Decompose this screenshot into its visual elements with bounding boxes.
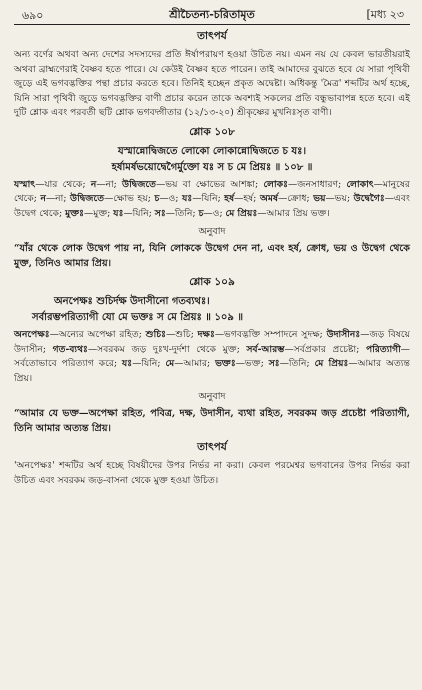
word-meaning: হর্ষ xyxy=(243,193,254,204)
word-meanings: অনপেক্ষঃ—অন্যের অপেক্ষা রহিত; শুচিঃ—শুচি; দক্ষঃ—ভগবদ্ভক্তি সম্পাদনে সুদক্ষ; উদাসীনঃ—জড় বিষয়ে উদাসীন; গত-ব্যথঃ—সবরকম জড় দুঃখ-দুর্দশা থেকে মুক্ত; সর্ব-আরম্ভ—সর্বপ্রকার প্রচেষ্টা; পরিত্যাগী—সর্বতোভাবে পরিত্যাগ করে; যঃ—যিনি; মে—আমার; ভক্তঃ—ভক্ত; সঃ—তিনি; মে প্রিয়ঃ—আমার অত্যন্ত প্রিয়। xyxy=(14,329,410,384)
sanskrit-word: যঃ xyxy=(113,207,124,219)
word-meaning: অন্যের অপেক্ষা রহিত xyxy=(58,329,139,340)
word-meaning: সর্বতোভাবে পরিত্যাগ করে xyxy=(14,358,114,369)
sanskrit-word: সঃ xyxy=(154,207,166,219)
sanskrit-word: ভয় xyxy=(313,193,326,204)
sanskrit-word: ন xyxy=(40,193,46,204)
sanskrit-word: দক্ষঃ xyxy=(197,329,215,340)
word-meaning: ভয় xyxy=(334,193,347,204)
verse-line: সর্বারম্ভপরিত্যাগী যো মে ভক্তঃ স মে প্রিয়ঃ ॥ ১০৯ ॥ xyxy=(32,312,244,323)
word-meaning: তিনি xyxy=(288,358,307,369)
sanskrit-word: মে প্রিয়ঃ xyxy=(225,207,258,219)
verse-line: অনপেক্ষঃ শুচির্দক্ষ উদাসীনো গতব্যথঃ। xyxy=(54,296,210,307)
verse-line: যস্মান্নোদ্বিজতে লোকো লোকান্নোদ্বিজতে চ যঃ। xyxy=(117,145,307,157)
word-meaning: সবরকম জড় দুঃখ-দুর্দশা থেকে মুক্ত xyxy=(97,343,237,355)
sanskrit-word: উদাসীনঃ xyxy=(326,329,361,340)
sanskrit-word: মে xyxy=(165,358,175,369)
word-meaning: যিনি xyxy=(141,358,158,369)
sanskrit-word: উদ্বিজতে xyxy=(70,193,105,204)
sanskrit-word: ন xyxy=(90,178,97,190)
word-meaning: জনসাধারণ xyxy=(297,178,339,190)
chapter-label: [মধ্য ২৩ xyxy=(366,8,404,21)
word-meaning: ভগবদ্ভক্তি সম্পাদনে সুদক্ষ xyxy=(224,329,320,340)
word-meaning: তিনি xyxy=(174,207,193,219)
word-meaning: আমার অত্যন্ত প্রিয় xyxy=(14,358,410,384)
verse-heading: শ্লোক ১০৮ xyxy=(189,125,235,138)
sanskrit-word: যঃ xyxy=(121,358,133,369)
word-meanings: যস্মাৎ—যার থেকে; ন—না; উদ্বিজতে—ভয় বা ক্ষোভের আশঙ্কা; লোকঃ—জনসাধারণ; লোকাৎ—মানুষের থেকে; ন—না; উদ্বিজতে—ক্ষোভ হয়; চ—ও; যঃ—যিনি; হর্ষ—হর্ষ; অমর্ষ—ক্রোধ; ভয়—ভয়; উদ্বেগৈঃ—এবং উদ্বেগ থেকে; মুক্তঃ—মুক্ত; যঃ—যিনি; সঃ—তিনি; চ—ও; মে প্রিয়ঃ—আমার প্রিয় ভক্ত। xyxy=(14,178,410,219)
word-meaning: ও xyxy=(168,193,176,204)
translation-text: “আমার যে ভক্ত—অপেক্ষা রহিত, পবিত্র, দক্ষ, উদাসীন, ব্যথা রহিত, সবরকম জড় প্রচেষ্টা পরিত্যাগী, তিনি আমার অত্যন্ত প্রিয়। xyxy=(14,408,410,434)
verse-heading: শ্লোক ১০৯ xyxy=(189,276,235,288)
word-meaning: যিনি xyxy=(132,207,149,219)
translation-text: “যাঁর থেকে লোক উদ্বেগ পায় না, যিনি লোককে উদ্বেগ দেন না, এবং হর্ষ, ক্রোধ, ভয় ও উদ্বেগ থেকে মুক্ত, তিনিও আমার প্রিয়। xyxy=(14,243,410,269)
sanskrit-word: শুচিঃ xyxy=(145,329,167,340)
sanskrit-word: হর্ষ xyxy=(224,193,235,204)
sanskrit-word: চ xyxy=(154,193,160,204)
translation-heading: অনুবাদ xyxy=(198,226,226,237)
sanskrit-word: যস্মাৎ xyxy=(14,178,36,190)
word-meaning: এবং উদ্বেগ থেকে xyxy=(14,193,410,219)
page-header xyxy=(14,0,410,24)
sanskrit-word: যঃ xyxy=(182,193,193,204)
sanskrit-word: ভক্তঃ xyxy=(215,358,236,369)
page-number: ৬৯০ xyxy=(22,9,44,22)
translation-heading: অনুবাদ xyxy=(198,391,226,402)
word-meaning: ক্রোধ xyxy=(287,193,307,204)
purport-text: অন্য বর্ণের অথবা অন্য দেশের সদস্যদের প্রতি ঈর্ষাপরায়ণ হওয়া উচিত নয়। এমন নয় যে কেবল ভারতীয়রাই অথবা ব্রাহ্মণেরাই বৈষ্ণব হতে পারে। যে কেউই বৈষ্ণব হতে পারেন। তাই আমাদের বুঝতে হবে যে সারা পৃথিবী জুড়ে এই ভগবদ্ভক্তির পন্থা প্রচার করতে হবে। তিনিই হচ্ছেন প্রকৃত অদ্বেষ্টা। অধিকন্তু 'মৈত্র' শব্দটির অর্থ হচ্ছে, যিনি সারা পৃথিবী জুড়ে ভগবদ্ভক্তির বাণী প্রচার করেন তাকে অবশ্যই সকলের প্রতি বন্ধুভাবাপন্ন হতে হবে। এই দুটি শ্লোক এবং পরবর্তী ছটি শ্লোক ভগবদ্গীতার (১২/১৩-২০) শ্রীকৃষ্ণের মুখনিঃসৃত বাণী। xyxy=(14,49,410,118)
sanskrit-word: লোকঃ xyxy=(263,178,289,190)
purport-heading: তাৎপর্য xyxy=(197,30,227,42)
sanskrit-word: গত-ব্যথঃ xyxy=(52,343,88,355)
word-meaning: শুচি xyxy=(175,329,191,340)
word-meaning: যার থেকে xyxy=(44,178,83,190)
purport-text: 'অনপেক্ষঃ' শব্দটির অর্থ হচ্ছে বিষয়ীদের উপর নির্ভর না করা। কেবল পরমেশ্বর ভগবানের উপর নির্ভর করা উচিত এবং সবরকম জড়-বাসনা থেকে মুক্ত হওয়া উচিত। xyxy=(14,460,410,486)
sanskrit-word: চ xyxy=(198,207,204,219)
word-meaning: আমার প্রিয় ভক্ত xyxy=(266,207,327,219)
book-title: শ্রীচৈতন্য-চরিতামৃত xyxy=(169,8,255,21)
word-meaning: যিনি xyxy=(201,193,218,204)
purport-heading: তাৎপর্য xyxy=(197,441,227,453)
sanskrit-word: সঃ xyxy=(268,358,280,369)
word-meaning: ও xyxy=(212,207,220,219)
word-meaning: ভক্ত xyxy=(244,358,261,369)
word-meaning: জড় বিষয়ে উদাসীন xyxy=(14,329,410,355)
word-meaning: ক্ষোভ হয় xyxy=(113,193,148,204)
sanskrit-word: উদ্বিজতে xyxy=(122,178,157,190)
word-meaning: না xyxy=(55,193,64,204)
sanskrit-word: অনপেক্ষঃ xyxy=(14,329,50,340)
sanskrit-word: মে প্রিয়ঃ xyxy=(314,358,349,369)
word-meaning: না xyxy=(105,178,114,190)
word-meaning: মানুষের থেকে xyxy=(14,178,410,204)
word-meaning: ভয় বা ক্ষোভের আশঙ্কা xyxy=(165,178,256,190)
word-meaning: সর্বপ্রকার প্রচেষ্টা xyxy=(293,343,357,355)
sanskrit-word: সর্ব-আরম্ভ xyxy=(246,343,285,355)
word-meaning: মুক্ত xyxy=(93,207,108,219)
sanskrit-word: পরিত্যাগী xyxy=(365,343,401,355)
sanskrit-word: অমর্ষ xyxy=(259,193,279,204)
sanskrit-word: উদ্বেগৈঃ xyxy=(353,193,385,204)
word-meaning: আমার xyxy=(183,358,208,369)
verse-line: হর্ষামর্ষভয়োদ্বেগৈর্মুক্তো যঃ স চ মে প্রিয়ঃ ॥ ১০৮ ॥ xyxy=(111,161,313,173)
sanskrit-word: মুক্তঃ xyxy=(65,207,85,219)
sanskrit-word: লোকাৎ xyxy=(346,178,374,190)
